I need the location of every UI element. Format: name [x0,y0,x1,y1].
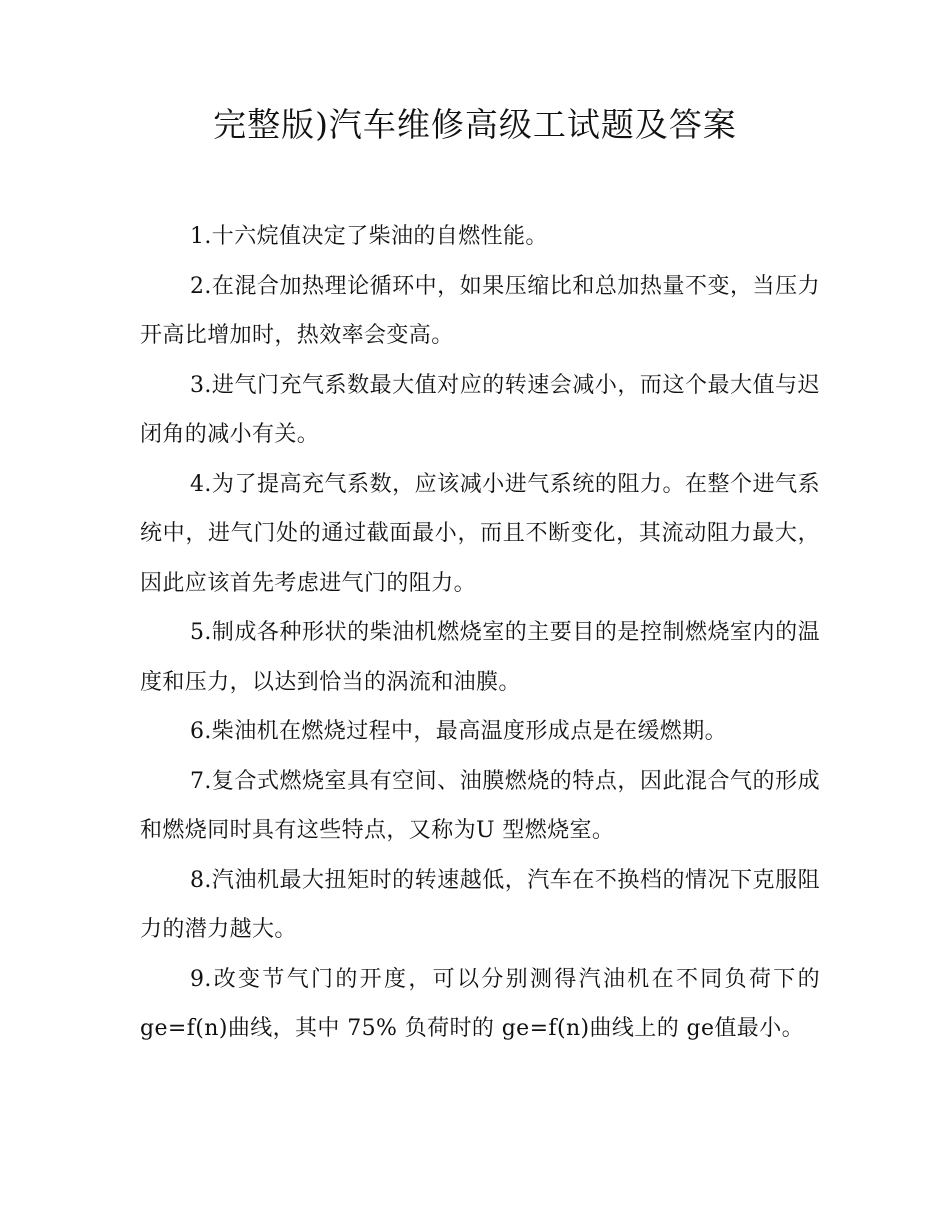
paragraph-8: 8.汽油机最大扭矩时的转速越低，汽车在不换档的情况下克服阻力的潜力越大。 [140,867,820,942]
paragraph-3: 3.进气门充气系数最大值对应的转速会减小，而这个最大值与迟闭角的减小有关。 [140,372,820,447]
paragraph-6: 6.柴油机在燃烧过程中，最高温度形成点是在缓燃期。 [190,719,727,744]
paragraph-4: 4.为了提高充气系数，应该减小进气系统的阻力。在整个进气系统中，进气门处的通过截面最小，而且不断变化，其流动阻力最大，因此应该首先考虑进气门的阻力。 [140,471,820,596]
document-title: 完整版)汽车维修高级工试题及答案 [213,105,737,144]
paragraph-1: 1.十六烷值决定了柴油的自燃性能。 [190,224,548,249]
paragraph-9: 9.改变节气门的开度，可以分别测得汽油机在不同负荷下的 ge=f(n)曲线，其中 75% 负荷时的 ge=f(n)曲线上的 ge值最小。 [140,966,820,1041]
document-body [140,212,820,1054]
paragraph-7: 7.复合式燃烧室具有空间、油膜燃烧的特点，因此混合气的形成和燃烧同时具有这些特点，又称为U 型燃烧室。 [140,768,820,843]
paragraph-2: 2.在混合加热理论循环中，如果压缩比和总加热量不变，当压力开高比增加时，热效率会变高。 [140,273,820,348]
paragraph-5: 5.制成各种形状的柴油机燃烧室的主要目的是控制燃烧室内的温度和压力，以达到恰当的涡流和油膜。 [140,620,820,695]
